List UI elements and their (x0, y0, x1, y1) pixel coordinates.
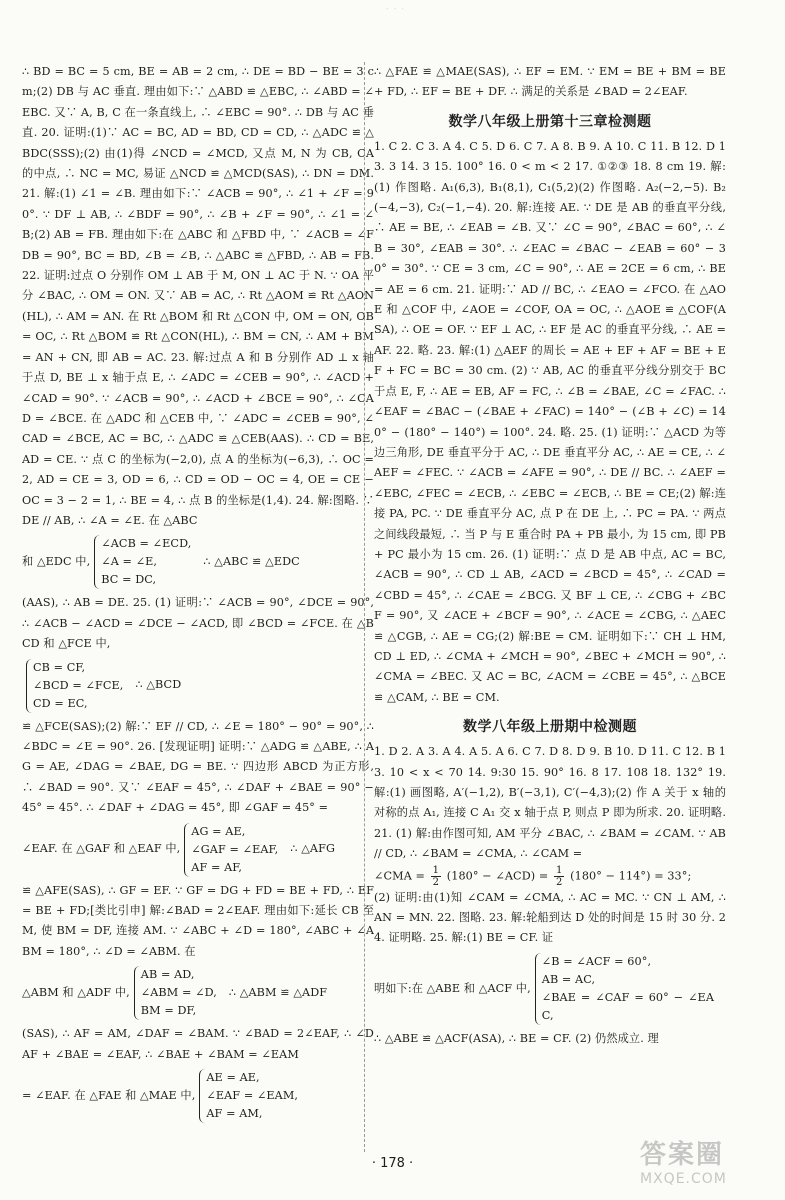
condition-line: ∠BAE = ∠CAF = 60° − ∠EAC, (541, 990, 714, 1022)
equation-system-6 (374, 953, 726, 1025)
condition-line: BC = DC, (101, 573, 157, 587)
condition-line: BM = DF, (140, 1004, 197, 1018)
section-title-midterm: 数学八年级上册期中检测题 (463, 719, 637, 736)
fraction-denominator: 2 (556, 876, 563, 888)
left-paragraph-4: ≌ △AFE(SAS), ∴ GF = EF. ∵ GF = DG + FD = BE + FD, ∴ EF = BE + FD;[类比引申] 解:∠BAD = 2∠EAF. 理由如下:延长 CB 至 M, 使 BM = DF, 连接 AM. ∵ ∠ABC + ∠D = 180°, ∠ABC + ∠ABM = 180°, ∴ ∠D = ∠ABM. 在 (22, 883, 374, 958)
column-divider (364, 62, 365, 1152)
brace-conditions (94, 535, 195, 589)
system-lead: ∠EAF. 在 △GAF 和 △EAF 中, (22, 842, 181, 856)
fraction-lead: ∠CMA = (374, 869, 425, 883)
condition-line: AE = AE, (206, 1071, 260, 1085)
fraction-tail: (180° − 114°) = 33°; (570, 869, 692, 883)
condition-line: CB = CF, (33, 660, 86, 674)
system-lead: = ∠EAF. 在 △FAE 和 △MAE 中, (22, 1088, 196, 1102)
brace-conditions (199, 1069, 302, 1123)
equation-system-2 (22, 659, 374, 713)
left-paragraph-2: (AAS), ∴ AB = DE. 25. (1) 证明:∵ ∠ACB = 90°, ∠DCE = 90°, ∴ ∠ACB − ∠ACD = ∠DCE − ∠ACD, 即 ∠BCD = ∠FCE. 在 △BCD 和 △FCE 中, (22, 596, 374, 651)
fraction-numerator: 1 (556, 864, 563, 876)
left-paragraph-3: ≌ △FCE(SAS);(2) 解:∵ EF // CD, ∴ ∠E = 180° − 90° = 90°, ∴ ∠BDC = ∠E = 90°. 26. [发现证明] 证明:∵ △ADG ≌ △ABE, ∴ AG = AE, ∠DAG = ∠BAE, DG = BE. ∵ 四边形 ABCD 为正方形, ∴ ∠BAD = 90°. 又∵ ∠EAF = 45°, ∴ ∠DAF + ∠BAE = 90° − 45° = 45°. ∴ ∠DAF + ∠DAG = 45°, 即 ∠GAF = 45° = (22, 719, 374, 815)
condition-line: AB = AC, (541, 972, 596, 986)
condition-line: ∠B = ∠ACF = 60°, (541, 954, 652, 968)
condition-line: ∠A = ∠E, (101, 555, 158, 569)
system-lead: 和 △EDC 中, (22, 555, 91, 569)
right-paragraph-1: 1. C 2. C 3. A 4. C 5. D 6. C 7. A 8. B 9. A 10. C 11. B 12. D 13. 3 14. 3 15. 100° 16. 0 < m < 2 17. ①②③ 18. 8 cm 19. 解:(1) 作图略. A₁(6,3), B₁(8,1), C₁(5,2)(2) 作图略. A₂(−2,−5). B₂(−4,−3), C₂(−1,−4). 20. 解:连接 AE. ∵ DE 是 AB 的垂直平分线, ∴ AE = BE, ∴ ∠EAB = ∠B. 又∵ ∠C = 90°, ∠BAC = 60°, ∴ ∠B = 30°, ∠EAB = 30°. ∴ ∠EAC = ∠BAC − ∠EAB = 60° − 30° = 30°. ∵ CE = 3 cm, ∠C = 90°, ∴ AE = 2CE = 6 cm, ∴ BE = AE = 6 cm. 21. 证明:∵ AD // BC, ∴ ∠EAO = ∠FCO. 在 △AOE 和 △COF 中, ∠AOE = ∠COF, OA = OC, ∴ △AOE ≌ △COF(ASA), ∴ OE = OF. ∵ EF ⊥ AC, ∴ EF 是 AC 的垂直平分线, ∴ AE = AF. 22. 略. 23. 解:(1) △AEF 的周长 = AE + EF + AF = BE + EF + FC = BC = 30 cm. (2) ∵ AB, AC 的垂直平分线分别交于 BC 于点 E, F, ∴ AE = EB, AF = FC, ∴ ∠B = ∠BAE, ∠C = ∠FAC. ∴ ∠EAF = ∠BAC − (∠BAE + ∠FAC) = 140° − (∠B + ∠C) = 140° − (180° − 140°) = 100°. 24. 略. 25. (1) 证明:∵ △ACD 为等边三角形, DE 垂直平分于 AC, ∴ DE 垂直平分 AC, ∴ AE = CE, ∴ ∠AEF = ∠FEC. ∵ ∠ACB = ∠AFE = 90°, ∴ DE // BC. ∴ ∠AEF = ∠EBC, ∠FEC = ∠ECB, ∴ ∠EBC = ∠ECB, ∴ BE = CE;(2) 解:连接 PA, PC. ∵ DE 垂直平分 AC, 点 P 在 DE 上, ∴ PC = PA. ∵ 两点之间线段最短, ∴ 当 P 与 E 重合时 PA + PB 最小, 为 15 cm, 即 PB + PC 最小为 15 cm. 26. (1) 证明:∵ 点 D 是 AB 中点, AC = BC, ∠ACB = 90°, ∴ CD ⊥ AB, ∠ACD = ∠BCD = 45°, ∴ ∠CAD = ∠CBD = 45°, ∴ ∠CAE = ∠BCG. 又 BF ⊥ CE, ∴ ∠CBG + ∠BCF = 90°, 又 ∠ACE + ∠BCF = 90°, ∴ ∠ACE = ∠CBG, ∴ △AEC ≌ △CGB, ∴ AE = CG;(2) 解:BE = CM. 证明如下:∵ CH ⊥ HM, CD ⊥ ED, ∴ ∠CMA + ∠MCH = 90°, ∠BEC + ∠MCH = 90°, ∴ ∠CMA = ∠BEC. 又 AC = BC, ∠ACM = ∠CBE = 45°, ∴ △BCE ≌ △CAM, ∴ BE = CM. (374, 139, 726, 704)
condition-line: ∠BCD = ∠FCE, (33, 678, 124, 692)
system-conclusion: ∴ △AFG (290, 842, 335, 856)
condition-line: ∠EAF = ∠EAM, (206, 1089, 299, 1103)
system-conclusion: ∴ △ABM ≌ △ADF (228, 986, 328, 1000)
system-lead: 明如下:在 △ABE 和 △ACF 中, (374, 981, 531, 995)
condition-line: AG = AE, (191, 824, 246, 838)
condition-line: ∠ACB = ∠ECD, (101, 537, 192, 551)
fraction-line (374, 865, 726, 888)
brace-conditions (535, 953, 718, 1025)
left-paragraph-1: ∴ BD = BC = 5 cm, BE = AB = 2 cm, ∴ DE = BD − BE = 3 cm;(2) DB 与 AC 垂直. 理由如下:∵ △ABD ≌ △EBC, ∴ ∠ABD = ∠EBC. 又∵ A, B, C 在一条直线上, ∴ ∠EBC = 90°. ∴ DB 与 AC 垂直. 20. 证明:(1)∵ AC = BC, AD = BD, CD = CD, ∴ △ADC ≌ △BDC(SSS);(2) 由(1)得 ∠NCD = ∠MCD, 又点 M, N 为 CB, CA 的中点, ∴ NC = MC, 易证 △NCD ≌ △MCD(SAS), ∴ DN = DM. 21. 解:(1) ∠1 = ∠B. 理由如下:∵ ∠ACB = 90°, ∴ ∠1 + ∠F = 90°. ∵ DF ⊥ AB, ∴ ∠BDF = 90°, ∴ ∠B + ∠F = 90°, ∴ ∠1 = ∠B;(2) AB = FB. 理由如下:在 △ABC 和 △FBD 中, ∵ ∠ACB = ∠FDB = 90°, BC = BD, ∠B = ∠B, ∴ △ABC ≌ △FBD, ∴ AB = FB. 22. 证明:过点 O 分别作 OM ⊥ AB 于 M, ON ⊥ AC 于 N. ∵ OA 平分 ∠BAC, ∴ OM = ON. 又∵ AB = AC, ∴ Rt △AOM ≌ Rt △AON(HL), ∴ AM = AN. 在 Rt △BOM 和 Rt △CON 中, OM = ON, OB = OC, ∴ Rt △BOM ≌ Rt △CON(HL), ∴ BM = CN, ∴ AM + BM = AN + CN, 即 AB = AC. 23. 解:过点 A 和 B 分别作 AD ⊥ x 轴于点 D, BE ⊥ x 轴于点 E, ∴ ∠ADC = ∠CEB = 90°, ∴ ∠ACD + ∠CAD = 90°. ∵ ∠ACB = 90°, ∴ ∠ACD + ∠BCE = 90°, ∴ ∠CAD = ∠BCE. 在 △ADC 和 △CEB 中, ∵ ∠ADC = ∠CEB = 90°, ∠CAD = ∠BCE, AC = BC, ∴ △ADC ≌ △CEB(AAS). ∴ CD = BE, AD = CE. ∵ 点 C 的坐标为(−2,0), 点 A 的坐标为(−6,3), ∴ OC = 2, AD = CE = 3, OD = 6, ∴ CD = OD − OC = 4, OE = CE − OC = 3 − 2 = 1, ∴ BE = 4, ∴ 点 B 的坐标是(1,4). 24. 解:图略. ∵ DE // AB, ∴ ∠A = ∠E. 在 △ABC (22, 65, 374, 527)
fraction-middle: (180° − ∠ACD) = (446, 869, 549, 883)
condition-line: AF = AF, (191, 860, 243, 874)
fraction-half-2 (554, 865, 564, 888)
condition-line: CD = EC, (33, 696, 88, 710)
condition-line: AB = AD, (140, 968, 195, 982)
fraction-half (431, 865, 441, 888)
watermark-logo (640, 1140, 770, 1194)
system-conclusion: ∴ △BCD (135, 678, 182, 692)
right-paragraph-2: 1. D 2. A 3. A 4. A 5. A 6. C 7. D 8. D 9. B 10. D 11. C 12. B 13. 10 < x < 70 14. 9:30 15. 90° 16. 8 17. 108 18. 132° 19. 解:(1) 画图略, A′(−1,2), B′(−3,1), C′(−4,3);(2) 作 A 关于 x 轴的对称的点 A₁, 连接 C A₁ 交 x 轴于点 P, 则点 P 即为所求. 20. 证明略. 21. (1) 解:由作图可知, AM 平分 ∠BAC, ∴ ∠BAM = ∠CAM. ∵ AB // CD, ∴ ∠BAM = ∠CMA, ∴ ∠CAM = (374, 745, 726, 861)
fraction-numerator: 1 (432, 864, 440, 876)
watermark-text: 答案圈 (640, 1140, 725, 1170)
equation-system-5 (22, 1069, 374, 1123)
left-column (22, 62, 374, 1152)
watermark-url: MXQE.COM (640, 1171, 727, 1187)
condition-line: AF = AM, (206, 1107, 263, 1121)
right-paragraph-4: (2) 证明:由(1)知 ∠CAM = ∠CMA, ∴ AC = MC. ∵ CN ⊥ AM, ∴ AN = MN. 22. 图略. 23. 解:轮船到达 D 处的时间是 15 时 30 分. 24. 证明略. 25. 解:(1) BE = CF. 证 (374, 890, 726, 945)
system-lead: △ABM 和 △ADF 中, (22, 986, 130, 1000)
brace-conditions (134, 966, 221, 1020)
header-mark: · · · (385, 2, 405, 16)
condition-line: ∠GAF = ∠EAF, (191, 842, 279, 856)
brace-conditions (26, 659, 127, 713)
fraction-denominator: 2 (432, 876, 440, 888)
equation-system-4 (22, 966, 374, 1020)
system-conclusion: ∴ △ABC ≌ △EDC (203, 555, 300, 569)
right-paragraph-0: ∴ △FAE ≌ △MAE(SAS), ∴ EF = EM. ∵ EM = BE + BM = BE + FD, ∴ EF = BE + DF. ∴ 满足的关系是 ∠BAD = 2∠EAF. (374, 65, 726, 99)
equation-system-1 (22, 535, 374, 589)
equation-system-3 (22, 823, 374, 877)
page-number: · 178 · (371, 1156, 414, 1171)
section-title-chapter-13: 数学八年级上册第十三章检测题 (448, 113, 652, 130)
left-paragraph-5: (SAS), ∴ AF = AM, ∠DAF = ∠BAM. ∵ ∠BAD = 2∠EAF, ∴ ∠DAF + ∠BAE = ∠EAF, ∴ ∠BAE + ∠BAM = ∠EAM (22, 1027, 374, 1061)
right-column (374, 62, 726, 1142)
condition-line: ∠ABM = ∠D, (140, 986, 217, 1000)
right-paragraph-5: ∴ △ABE ≌ △ACF(ASA), ∴ BE = CF. (2) 仍然成立. 理 (374, 1031, 659, 1045)
brace-conditions (184, 823, 282, 877)
